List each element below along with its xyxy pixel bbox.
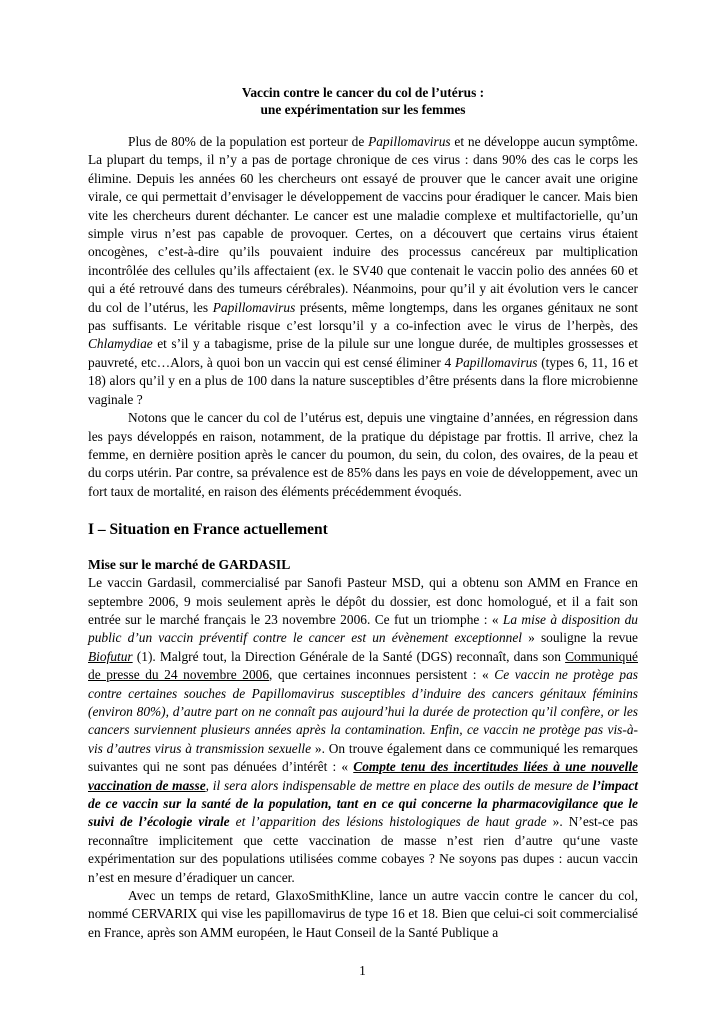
emphasis-bold-underlined: Compte tenu des incertitudes liées à une nouvelle vaccination de masse bbox=[88, 759, 638, 793]
italic-term: Papillomavirus bbox=[368, 134, 451, 149]
page-number: 1 bbox=[359, 963, 366, 978]
section-title: I – Situation en France actuellement bbox=[88, 521, 328, 539]
italic-term: Papillomavirus bbox=[454, 354, 538, 370]
text-span: (types 6, 11, 16 et 18) alors qu’il y en a plus de 100 dans la nature susceptibles d’être présents dans la flore microbienne vaginale ? bbox=[88, 354, 638, 407]
text-span: présents, même longtemps, dans les organes génitaux ne sont pas suffisants. Le véritable risque c’est lorsqu’il y a co-infection avec le virus de l’herpès, des bbox=[88, 299, 638, 334]
communique-reference: Communiqué de presse du 24 novembre 2006 bbox=[88, 648, 638, 683]
italic-quote: La mise à disposition du public d’un vaccin préventif contre le cancer est un évènement exceptionnel bbox=[88, 611, 638, 646]
paragraph-gardasil bbox=[88, 574, 638, 887]
text-span: , que certaines inconnues persistent : « bbox=[269, 667, 495, 683]
emphasis-bold: l’impact de ce vaccin sur la santé de la population, tant en ce qui concerne la pharmacovigilance que le suivi de l’écologie virale bbox=[88, 777, 638, 830]
text-span: ». N’est-ce pas reconnaître implicitement que cette vaccination de masse n’est rien d’autre qu‘une vaste expérimentation sur des populations utilisées comme cobayes ? Ne soyons pas dupes : aucun vaccin n’est en mesure d’éradiquer un cancer. bbox=[88, 814, 638, 885]
italic-quote: Ce vaccin ne protège pas contre certaines souches de Papillomavirus susceptibles d’induire des cancers génitaux féminins (environ 80%), d’autre part on ne connaît pas aujourd’hui la durée de protection qu’il confère, or les cancers surviennent plusieurs années après la contamination. Enfin, ce vaccin ne protège pas vis-à-vis d’autres virus à transmission sexuelle bbox=[88, 667, 638, 756]
text-span: Plus de 80% de la population est porteur de bbox=[128, 134, 369, 149]
document-title-line-2: une expérimentation sur les femmes bbox=[260, 102, 466, 117]
paragraph-intro bbox=[88, 133, 638, 409]
italic-term: Papillomavirus bbox=[212, 299, 296, 315]
text-span: et ne développe aucun symptôme. La plupart du temps, il n’y a pas de portage chronique de ces virus : dans 90% des cas le corps les élimine. Depuis les années 60 les chercheurs ont essayé de prouver que le cancer avait une origine virale, ce qui permettait d’envisager le développement de vaccins pour éradiquer le cancer. Mais bien vite les chercheurs durent déchanter. Le cancer est une maladie complexe et multifactorielle, qu’un simple virus n’est pas capable de provoquer. Certes, on a découvert que certains virus étaient oncogènes, c’est-à-dire qu’ils pouvaient induire des processus cancéreux par multiplication incontrôlée des cellules qu’ils affectaient (ex. le SV40 que contenait le vaccin polio des années 60 et qui a été retrouvé dans des tumeurs cérébrales). Néanmoins, pour qu’il y ait évolution vers le cancer du col de l’utérus, les bbox=[88, 134, 638, 315]
italic-quote: , il sera alors indispensable de mettre en place des outils de mesure de bbox=[205, 777, 593, 793]
text-span: et s’il y a tabagisme, prise de la pilule sur une longue durée, de multiples grossesses et pauvreté, etc…Alors, à quoi bon un vaccin qui est censé éliminer 4 bbox=[88, 336, 638, 370]
document-title-line-1: Vaccin contre le cancer du col de l’utérus : bbox=[241, 85, 485, 100]
paragraph-cervarix: Avec un temps de retard, GlaxoSmithKline, lance un autre vaccin contre le cancer du col, nommé CERVARIX qui vise les papillomavirus de type 16 et 18. Bien que celui-ci soit commercialisé en France, après son AMM européen, le Haut Conseil de la Santé Publique a bbox=[88, 888, 638, 940]
text-span: ». On trouve également dans ce communiqué les remarques suivantes qui ne sont pas dénuées d’intérêt : « bbox=[88, 740, 638, 775]
biofutur-reference: Biofutur bbox=[88, 648, 133, 664]
text-span: » souligne la revue bbox=[522, 630, 638, 646]
subheading: Mise sur le marché de GARDASIL bbox=[88, 557, 291, 573]
text-span: (1). Malgré tout, la Direction Générale de la Santé (DGS) reconnaît, dans son bbox=[132, 648, 566, 664]
italic-term: Chlamydiae bbox=[88, 336, 153, 352]
document-page bbox=[88, 84, 638, 942]
paragraph-regression: Notons que le cancer du col de l’utérus est, depuis une vingtaine d’années, en régression dans les pays développés en raison, notamment, de la pratique du dépistage par frottis. Il arrive, chez la femme, en dernière position après le cancer du poumon, du sein, du colon, des ovaires, de la peau et du corps utérin. Par contre, sa prévalence est de 85% dans les pays en voie de développement, avec un fort taux de mortalité, en raison des éléments précédemment évoqués. bbox=[88, 410, 638, 499]
italic-quote: et l’apparition des lésions histologiques de haut grade bbox=[229, 814, 547, 830]
text-span: Le vaccin Gardasil, commercialisé par Sanofi Pasteur MSD, qui a obtenu son AMM en France en septembre 2006, 9 mois seulement après le dépôt du dossier, est donc homologué, et il a fait son entrée sur le marché français le 23 novembre 2006. Ce fut un triomphe : « bbox=[88, 575, 638, 627]
